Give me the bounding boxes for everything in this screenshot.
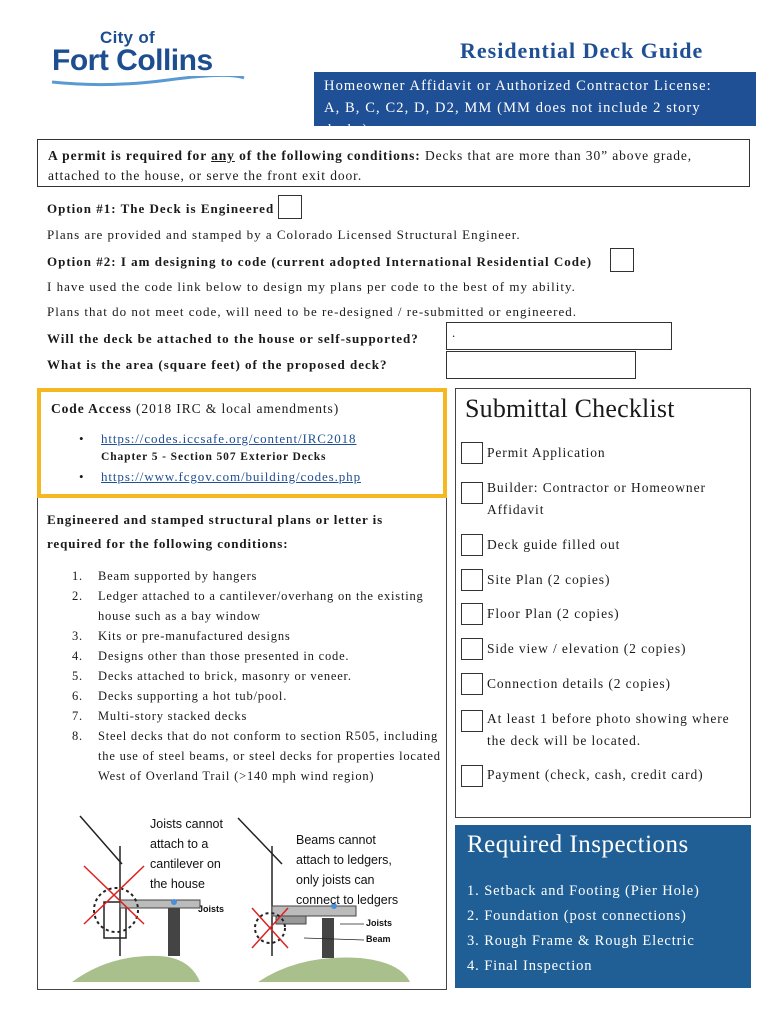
- checklist-item-floor-plan: Floor Plan (2 copies): [487, 606, 620, 621]
- option2-checkbox[interactable]: [610, 248, 634, 272]
- code-chapter: Chapter 5 - Section 507 Exterior Decks: [101, 451, 327, 463]
- option2-text1: I have used the code link below to design my plans per code to the best of my ability.: [47, 279, 576, 294]
- list-item: 4. Designs other than those presented in code.: [72, 649, 350, 663]
- area-question: What is the area (square feet) of the proposed deck?: [47, 357, 388, 372]
- left-joists-label: Joists: [198, 904, 225, 914]
- engineered-heading-line1: Engineered and stamped structural plans or letter is: [47, 512, 384, 527]
- irc-code-link[interactable]: https://codes.iccsafe.org/content/IRC2018: [101, 431, 357, 446]
- attached-question: Will the deck be attached to the house or self-supported?: [47, 331, 419, 346]
- engineered-conditions-list: [72, 566, 442, 786]
- permit-notice-prefix: A permit is required for: [48, 148, 212, 163]
- list-item: 2. Ledger attached to a cantilever/overhang on the existing house such as a bay window: [72, 589, 424, 623]
- code-access-suffix: (2018 IRC & local amendments): [131, 401, 340, 416]
- code-link-item-1: [79, 429, 433, 448]
- bullet-icon: •: [79, 469, 84, 484]
- checklist-checkbox-before-photo[interactable]: [461, 710, 483, 732]
- checklist-checkbox-side-view[interactable]: [461, 638, 483, 660]
- permit-notice-text: Decks that are more than 30” above grade, attached to the house, or serve the front exit door.: [48, 148, 693, 183]
- code-link-list: [51, 429, 433, 486]
- list-item: 6. Decks supporting a hot tub/pool.: [72, 689, 288, 703]
- fcgov-code-link[interactable]: https://www.fcgov.com/building/codes.php: [101, 469, 361, 484]
- permit-notice-bold-rest: of the following conditions:: [234, 148, 421, 163]
- permit-notice-box: [37, 139, 750, 187]
- inspection-item: 4. Final Inspection: [467, 958, 593, 974]
- list-item: 8. Steel decks that do not conform to section R505, including the use of steel beams, or steel decks for properties located West of Overland Trail (>140 mph wind region): [72, 729, 441, 783]
- option2-text2: Plans that do not meet code, will need to be re-designed / re-submitted or engineered.: [47, 304, 578, 319]
- bullet-icon: •: [79, 431, 84, 446]
- code-access-box: [37, 388, 447, 498]
- checklist-checkbox-permit-application[interactable]: [461, 442, 483, 464]
- left-diagram-caption: Joists cannot attach to a cantilever on the house: [150, 817, 223, 891]
- list-item: 1. Beam supported by hangers: [72, 569, 258, 583]
- checklist-item-affidavit: Builder: Contractor or Homeowner Affidavit: [487, 480, 706, 517]
- code-access-label: Code Access: [51, 401, 132, 416]
- logo-swoosh-icon: [48, 76, 248, 90]
- checklist-checkbox-floor-plan[interactable]: [461, 603, 483, 625]
- checklist-item-before-photo: At least 1 before photo showing where the deck will be located.: [487, 711, 730, 748]
- deck-connection-diagram: [70, 806, 430, 982]
- deck-post-left: [168, 908, 180, 956]
- roof-line-right: [238, 818, 282, 864]
- checklist-title: Submittal Checklist: [465, 394, 675, 423]
- checklist-item-side-view: Side view / elevation (2 copies): [487, 641, 687, 656]
- license-band: [314, 72, 756, 138]
- engineered-heading-line2: required for the following conditions:: [47, 536, 289, 551]
- checklist-item-permit-application: Permit Application: [487, 445, 606, 460]
- right-beam-label: Beam: [366, 934, 391, 944]
- checklist-item-payment: Payment (check, cash, credit card): [487, 767, 704, 782]
- deck-joists-left: [120, 900, 200, 908]
- checklist-item-site-plan: Site Plan (2 copies): [487, 572, 611, 587]
- joist-marker-left: [171, 899, 177, 905]
- list-item: 3. Kits or pre-manufactured designs: [72, 629, 291, 643]
- attached-answer-field[interactable]: .: [446, 322, 672, 350]
- ground-shape-left: [72, 956, 200, 982]
- checklist-item-connection-details: Connection details (2 copies): [487, 676, 671, 691]
- ground-shape-right: [258, 958, 410, 983]
- right-diagram-caption: Beams cannot attach to ledgers, only joists can connect to ledgers: [296, 833, 399, 907]
- highlight-circle-left: [94, 888, 138, 932]
- engineered-heading: [47, 508, 383, 556]
- logo-city-text: City of: [100, 28, 155, 47]
- page-title: Residential Deck Guide: [460, 38, 704, 63]
- inspection-item: 2. Foundation (post connections): [467, 908, 687, 924]
- roof-line-left: [80, 816, 122, 864]
- logo-fort-collins-text: Fort Collins: [52, 44, 213, 77]
- inspections-list: [467, 879, 747, 979]
- code-link-item-2: [79, 467, 433, 486]
- deck-post-right: [322, 918, 334, 958]
- inspections-title: Required Inspections: [467, 831, 689, 858]
- option2-label: Option #2: I am designing to code (current adopted International Residential Code): [47, 254, 593, 269]
- list-item: 7. Multi-story stacked decks: [72, 709, 248, 723]
- license-band-line1: Homeowner Affidavit or Authorized Contractor License:: [324, 78, 712, 94]
- checklist-checkbox-payment[interactable]: [461, 765, 483, 787]
- license-band-line2: A, B, C, C2, D, D2, MM (MM does not include 2 story decks): [324, 100, 701, 138]
- code-access-heading: [51, 401, 433, 417]
- right-joists-label: Joists: [366, 918, 393, 928]
- checklist-checkbox-affidavit[interactable]: [461, 482, 483, 504]
- checklist-checkbox-connection-details[interactable]: [461, 673, 483, 695]
- checklist-checkbox-site-plan[interactable]: [461, 569, 483, 591]
- inspection-item: 1. Setback and Footing (Pier Hole): [467, 883, 700, 899]
- checklist-item-deck-guide: Deck guide filled out: [487, 537, 621, 552]
- option1-checkbox[interactable]: [278, 195, 302, 219]
- permit-notice-emphasis: any: [211, 148, 235, 163]
- checklist-checkbox-deck-guide[interactable]: [461, 534, 483, 556]
- area-answer-field[interactable]: [446, 351, 636, 379]
- city-logo: [48, 28, 248, 88]
- option1-label: Option #1: The Deck is Engineered: [47, 201, 275, 216]
- inspection-item: 3. Rough Frame & Rough Electric: [467, 933, 695, 949]
- list-item: 5. Decks attached to brick, masonry or veneer.: [72, 669, 352, 683]
- required-inspections-panel: [455, 825, 751, 988]
- option1-text: Plans are provided and stamped by a Colorado Licensed Structural Engineer.: [47, 227, 521, 242]
